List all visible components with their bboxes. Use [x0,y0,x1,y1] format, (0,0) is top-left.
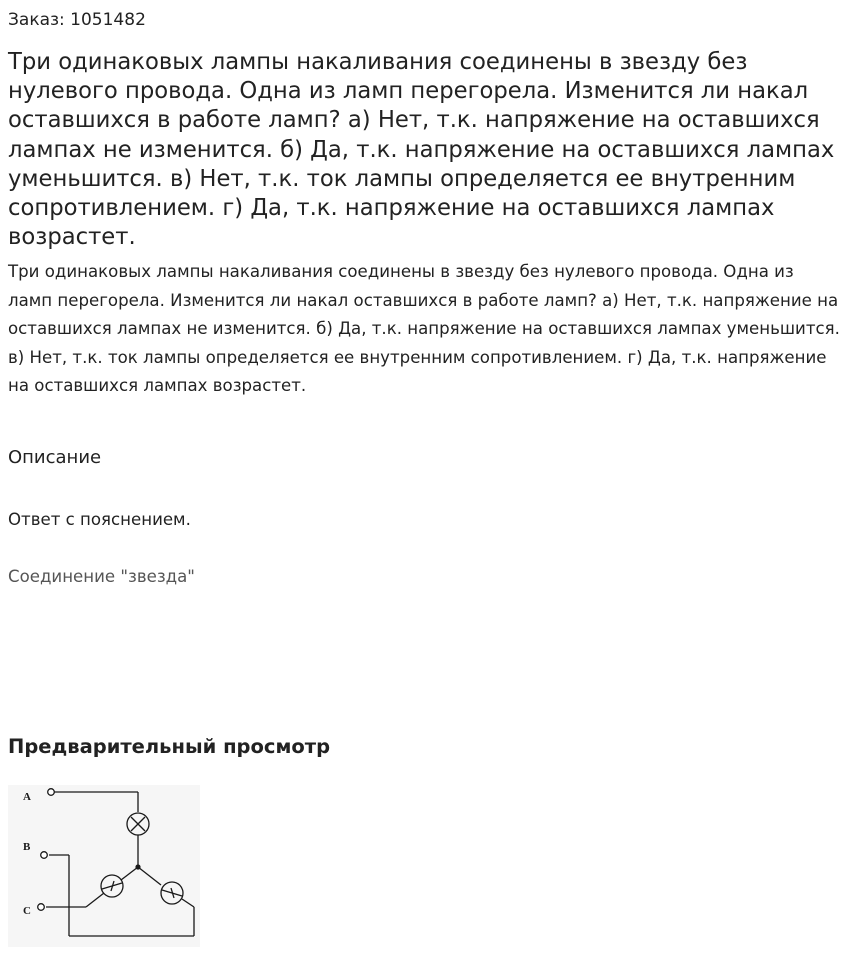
wire-lamp-c-right [182,899,194,907]
question-text: Три одинаковых лампы накаливания соединены в звезду без нулевого провода. Одна из ламп перегорела. Изменится ли накал оставшихся в работе ламп? а) Нет, т.к. напряжение на оставшихся лампах не изменится. б) Да, т.к. напряжение на оставшихся лампах уменьшится. в) Нет, т.к. ток лампы определяется ее внутренним сопротивлением. г) Да, т.к. напряжение на оставшихся лампах возрастет. [8,262,840,396]
star-connection-caption: Соединение "звезда" [8,567,195,586]
terminal-c-icon [38,904,45,911]
preview-heading: Предварительный просмотр [8,735,331,758]
wire-node-to-lamp-b [121,867,138,880]
question-title: Три одинаковых лампы накаливания соединены в звезду без нулевого провода. Одна из ламп перегорела. Изменится ли накал оставшихся в работе ламп? а) Нет, т.к. напряжение на оставшихся лампах не изменится. б) Да, т.к. напряжение на оставшихся лампах уменьшится. в) Нет, т.к. ток лампы определяется ее внутренним сопротивлением. г) Да, т.к. напряжение на оставшихся лампах возрастет. [8,49,835,251]
terminal-a-label: A [23,791,31,803]
lamp-b-icon [101,875,123,897]
preview-image[interactable] [8,785,200,947]
description-heading: Описание [8,447,102,468]
lamp-a-icon [127,813,149,835]
wire-node-to-lamp-c [138,867,161,885]
terminal-b-label: B [23,841,31,853]
wire-lamp-b-to-c [86,893,104,907]
terminal-b-icon [41,852,48,859]
order-number: Заказ: 1051482 [8,10,146,30]
terminal-a-icon [48,789,55,796]
description-text: Ответ с пояснением. [8,510,191,529]
terminal-c-label: C [23,905,31,917]
lamp-c-icon [161,882,183,904]
star-connection-diagram [8,785,200,947]
neutral-node-icon [135,864,140,869]
